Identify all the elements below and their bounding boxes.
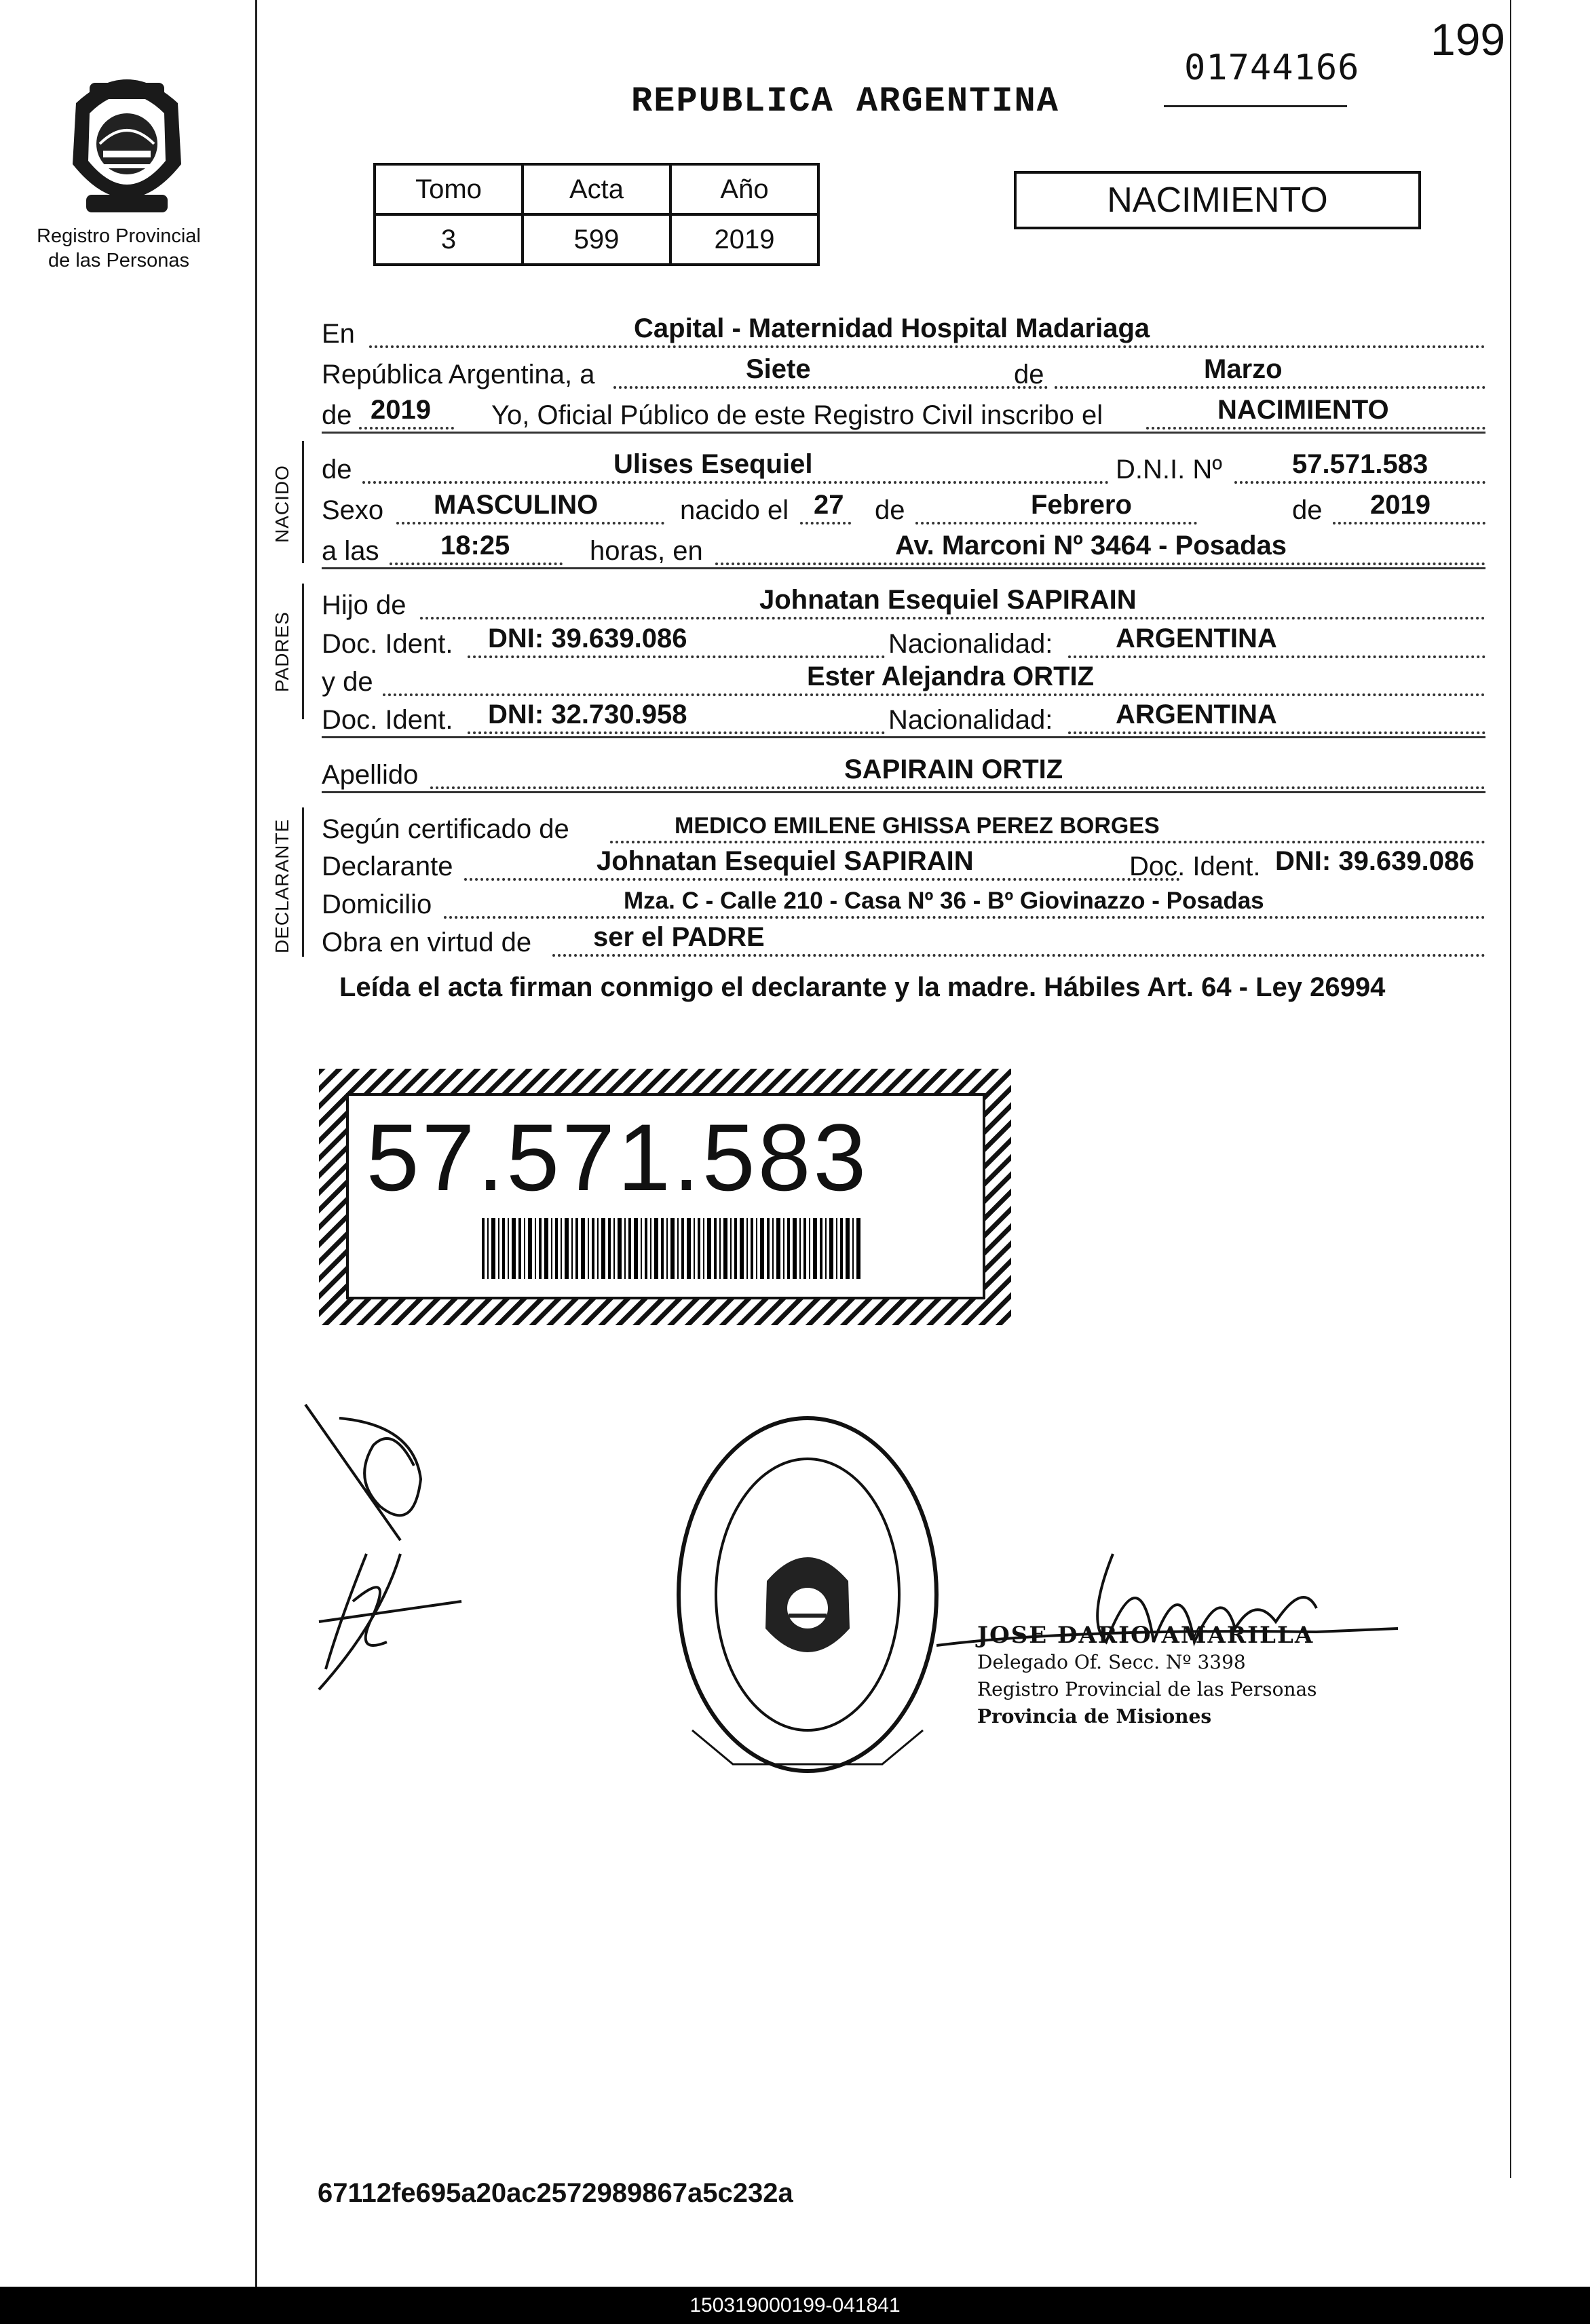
province-coat-of-arms-logo: [62, 62, 191, 222]
value-father: Johnatan Esequiel SAPIRAIN: [759, 585, 1137, 615]
value-surname: SAPIRAIN ORTIZ: [844, 755, 1063, 784]
label-apellido: Apellido: [322, 760, 419, 790]
value-reason: ser el PADRE: [593, 922, 765, 952]
label-en: En: [322, 319, 355, 349]
country-heading: REPUBLICA ARGENTINA: [631, 81, 1059, 121]
dots: [362, 481, 1109, 484]
record-type-box: NACIMIENTO: [1014, 171, 1421, 229]
value-acta: 599: [523, 214, 670, 265]
value-mother-nationality: ARGENTINA: [1116, 700, 1277, 729]
label-domicilio: Domicilio: [322, 890, 432, 919]
label-nacionalidad-2: Nacionalidad:: [888, 705, 1053, 735]
section-label-declarant: DECLARANTE: [271, 818, 292, 953]
value-father-doc: DNI: 39.639.086: [488, 624, 687, 653]
row-declarant: [322, 841, 1485, 885]
label-y-de: y de: [322, 667, 373, 697]
dots: [430, 786, 1485, 789]
row-name: [322, 444, 1485, 488]
page-number: 199: [1431, 14, 1506, 64]
agency-line-1: Registro Provincial: [37, 225, 201, 247]
value-declarant-doc: DNI: 39.639.086: [1275, 846, 1475, 876]
section-underline: [322, 432, 1485, 434]
value-birth-day: 27: [814, 490, 844, 520]
registry-value-row: [375, 214, 818, 265]
section-underline: [322, 567, 1485, 569]
dots: [369, 345, 1485, 348]
label-de-name: de: [322, 455, 352, 484]
label-hijo-de: Hijo de: [322, 590, 406, 620]
label-republica: República Argentina, a: [322, 360, 595, 389]
agency-name: [27, 224, 210, 273]
dots: [613, 386, 1048, 389]
section-bracket: [302, 807, 304, 957]
row-sex-birthdate: [322, 485, 1485, 529]
header-acta: Acta: [523, 164, 670, 214]
row-surname: [322, 750, 1485, 793]
value-dni: 57.571.583: [1292, 449, 1428, 479]
label-nacido-el: nacido el: [680, 495, 789, 525]
value-day-words: Siete: [746, 354, 811, 384]
label-obra: Obra en virtud de: [322, 928, 532, 957]
dni-barcode: [482, 1218, 862, 1279]
row-date: [322, 349, 1485, 393]
dots: [468, 731, 885, 734]
section-bracket: [302, 441, 304, 563]
value-month: Marzo: [1204, 354, 1283, 384]
value-father-nationality: ARGENTINA: [1116, 624, 1277, 653]
dni-label-number: 57.571.583: [366, 1104, 869, 1211]
row-registration: [322, 390, 1485, 434]
row-father-doc: [322, 619, 1485, 662]
value-certificate: MEDICO EMILENE GHISSA PEREZ BORGES: [675, 813, 1160, 839]
row-mother: [322, 657, 1485, 700]
dots: [1055, 386, 1485, 389]
official-office: Registro Provincial de las Personas: [977, 1678, 1317, 1700]
registry-header-row: [375, 164, 818, 214]
value-anio: 2019: [670, 214, 818, 265]
row-place: [322, 309, 1485, 352]
registry-table: [373, 163, 820, 266]
label-horas-en: horas, en: [590, 536, 703, 566]
official-registry-seal: [672, 1411, 943, 1778]
value-birth-month: Febrero: [1031, 490, 1132, 520]
label-doc-ident-2: Doc. Ident.: [322, 705, 453, 735]
value-birth-address: Av. Marconi Nº 3464 - Posadas: [895, 531, 1287, 560]
value-address: Mza. C - Calle 210 - Casa Nº 36 - Bº Giovinazzo - Posadas: [624, 888, 1264, 914]
dots: [1333, 522, 1485, 525]
section-label-parents: PADRES: [271, 611, 292, 692]
legal-note: Leída el acta firman conmigo el declarante y la madre. Hábiles Art. 64 - Ley 26994: [339, 972, 1386, 1002]
row-time-place: [322, 526, 1485, 569]
value-sex: MASCULINO: [434, 490, 599, 520]
value-place: Capital - Maternidad Hospital Madariaga: [634, 313, 1150, 343]
official-province: Provincia de Misiones: [977, 1705, 1212, 1728]
value-tomo: 3: [375, 214, 523, 265]
label-doc-ident: Doc. Ident.: [322, 629, 453, 659]
official-name: JOSE DARIO AMARILLA: [977, 1622, 1314, 1649]
value-reg-year: 2019: [371, 395, 431, 425]
left-margin-line: [255, 0, 257, 2287]
label-declarante: Declarante: [322, 852, 453, 881]
official-stamp: [977, 1622, 1357, 1730]
right-margin-line: [1510, 0, 1511, 2178]
value-mother: Ester Alejandra ORTIZ: [807, 662, 1095, 691]
section-underline: [322, 791, 1485, 793]
dots: [359, 427, 454, 430]
label-de-month: de: [875, 495, 905, 525]
value-birth-year: 2019: [1370, 490, 1431, 520]
dots: [1234, 481, 1485, 484]
row-mother-doc: [322, 695, 1485, 738]
header-anio: Año: [670, 164, 818, 214]
document-hash: 67112fe695a20ac2572989867a5c232a: [318, 2178, 793, 2208]
dots: [1146, 427, 1485, 430]
label-a-las: a las: [322, 536, 379, 566]
row-father: [322, 580, 1485, 624]
section-underline: [322, 736, 1485, 738]
official-title: Delegado Of. Secc. Nº 3398: [977, 1651, 1246, 1673]
value-name: Ulises Esequiel: [613, 449, 813, 479]
label-segun: Según certificado de: [322, 814, 569, 844]
section-label-birth: NACIDO: [271, 465, 292, 543]
row-reason: [322, 917, 1485, 961]
label-de-birth-year: de: [1292, 495, 1323, 525]
dots: [1068, 731, 1485, 734]
label-sexo: Sexo: [322, 495, 384, 525]
value-act: NACIMIENTO: [1217, 395, 1389, 425]
agency-line-2: de las Personas: [48, 250, 189, 271]
dots: [800, 522, 851, 525]
label-oficial: Yo, Oficial Público de este Registro Civil inscribo el: [491, 400, 1103, 430]
serial-underline: [1164, 105, 1347, 107]
dots: [915, 522, 1197, 525]
declarant-signature: [299, 1398, 475, 1696]
dots: [715, 563, 1485, 565]
header-tomo: Tomo: [375, 164, 523, 214]
dots: [390, 563, 563, 565]
section-bracket: [302, 584, 304, 719]
label-doc-ident-3: Doc. Ident.: [1129, 852, 1261, 881]
row-address: [322, 879, 1485, 923]
footer-code-bar: 150319000199-041841: [0, 2287, 1590, 2324]
value-mother-doc: DNI: 32.730.958: [488, 700, 687, 729]
label-de-year: de: [322, 400, 352, 430]
label-dni: D.N.I. Nº: [1116, 455, 1222, 484]
dots: [552, 954, 1485, 957]
serial-number: 01744166: [1184, 47, 1360, 88]
dots: [396, 522, 664, 525]
label-nacionalidad: Nacionalidad:: [888, 629, 1053, 659]
value-time: 18:25: [440, 531, 510, 560]
label-de: de: [1014, 360, 1044, 389]
value-declarant: Johnatan Esequiel SAPIRAIN: [597, 846, 974, 876]
